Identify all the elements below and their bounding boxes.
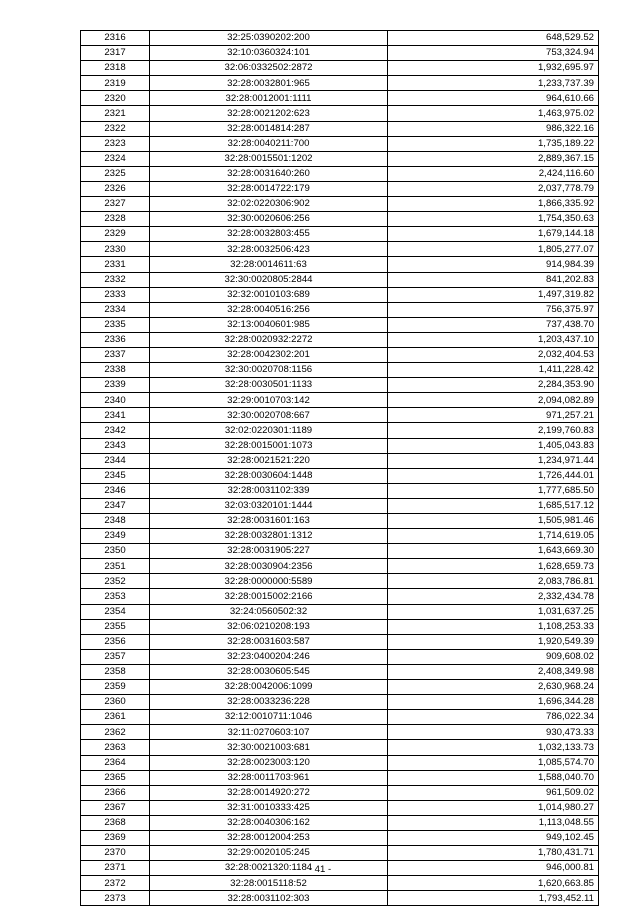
- amount-cell: 2,083,786.81: [388, 574, 599, 589]
- table-row: [81, 408, 599, 423]
- table-row: [81, 589, 599, 604]
- row-number-cell: 2363: [81, 740, 150, 755]
- cadastral-number-cell: 32:28:0033236:228: [150, 695, 388, 710]
- cadastral-number-cell: 32:28:0040306:162: [150, 815, 388, 830]
- amount-cell: 2,630,968.24: [388, 680, 599, 695]
- amount-cell: 964,610.66: [388, 91, 599, 106]
- amount-cell: 949,102.45: [388, 830, 599, 845]
- row-number-cell: 2343: [81, 438, 150, 453]
- amount-cell: 1,085,574.70: [388, 755, 599, 770]
- cadastral-number-cell: 32:28:0031102:303: [150, 891, 388, 906]
- row-number-cell: 2341: [81, 408, 150, 423]
- table-row: [81, 347, 599, 362]
- cadastral-number-cell: 32:28:0014814:287: [150, 121, 388, 136]
- cadastral-number-cell: 32:06:0332502:2872: [150, 61, 388, 76]
- table-row: [81, 91, 599, 106]
- cadastral-number-cell: 32:02:0220301:1189: [150, 423, 388, 438]
- row-number-cell: 2368: [81, 815, 150, 830]
- table-row: [81, 166, 599, 181]
- cadastral-number-cell: 32:30:0020708:1156: [150, 363, 388, 378]
- cadastral-number-cell: 32:28:0030604:1448: [150, 468, 388, 483]
- cadastral-number-cell: 32:28:0030605:545: [150, 664, 388, 679]
- cadastral-number-cell: 32:30:0020805:2844: [150, 272, 388, 287]
- row-number-cell: 2320: [81, 91, 150, 106]
- amount-cell: 1,505,981.46: [388, 514, 599, 529]
- row-number-cell: 2367: [81, 800, 150, 815]
- parcel-table-body: [81, 31, 599, 906]
- row-number-cell: 2371: [81, 861, 150, 876]
- amount-cell: 930,473.33: [388, 725, 599, 740]
- amount-cell: 961,509.02: [388, 785, 599, 800]
- cadastral-number-cell: 32:28:0015501:1202: [150, 151, 388, 166]
- row-number-cell: 2373: [81, 891, 150, 906]
- cadastral-number-cell: 32:28:0031102:339: [150, 483, 388, 498]
- cadastral-number-cell: 32:28:0031640:260: [150, 166, 388, 181]
- amount-cell: 986,322.16: [388, 121, 599, 136]
- row-number-cell: 2324: [81, 151, 150, 166]
- cadastral-number-cell: 32:28:0012004:253: [150, 830, 388, 845]
- amount-cell: 1,679,144.18: [388, 227, 599, 242]
- row-number-cell: 2350: [81, 544, 150, 559]
- cadastral-number-cell: 32:12:0010711:1046: [150, 710, 388, 725]
- amount-cell: 1,233,737.39: [388, 76, 599, 91]
- amount-cell: 2,032,404.53: [388, 347, 599, 362]
- cadastral-number-cell: 32:10:0360324:101: [150, 46, 388, 61]
- table-row: [81, 363, 599, 378]
- cadastral-number-cell: 32:28:0011703:961: [150, 770, 388, 785]
- row-number-cell: 2347: [81, 498, 150, 513]
- amount-cell: 1,754,350.63: [388, 212, 599, 227]
- cadastral-number-cell: 32:28:0014920:272: [150, 785, 388, 800]
- row-number-cell: 2353: [81, 589, 150, 604]
- amount-cell: 2,284,353.90: [388, 378, 599, 393]
- table-row: [81, 212, 599, 227]
- amount-cell: 737,438.70: [388, 317, 599, 332]
- table-row: [81, 770, 599, 785]
- cadastral-number-cell: 32:28:0030501:1133: [150, 378, 388, 393]
- amount-cell: 1,726,444.01: [388, 468, 599, 483]
- row-number-cell: 2321: [81, 106, 150, 121]
- amount-cell: 2,408,349.98: [388, 664, 599, 679]
- amount-cell: 1,793,452.11: [388, 891, 599, 906]
- table-row: [81, 136, 599, 151]
- cadastral-number-cell: 32:28:0032506:423: [150, 242, 388, 257]
- table-row: [81, 287, 599, 302]
- table-row: [81, 31, 599, 46]
- table-row: [81, 755, 599, 770]
- table-row: [81, 891, 599, 906]
- row-number-cell: 2331: [81, 257, 150, 272]
- table-row: [81, 197, 599, 212]
- table-row: [81, 649, 599, 664]
- table-row: [81, 574, 599, 589]
- table-row: [81, 710, 599, 725]
- amount-cell: 1,866,335.92: [388, 197, 599, 212]
- amount-cell: 1,203,437.10: [388, 332, 599, 347]
- amount-cell: 1,411,228.42: [388, 363, 599, 378]
- amount-cell: 909,608.02: [388, 649, 599, 664]
- table-row: [81, 242, 599, 257]
- amount-cell: 2,332,434.78: [388, 589, 599, 604]
- cadastral-number-cell: 32:28:0021320:1184: [150, 861, 388, 876]
- cadastral-number-cell: 32:28:0012001:1111: [150, 91, 388, 106]
- amount-cell: 1,932,695.97: [388, 61, 599, 76]
- cadastral-number-cell: 32:30:0020708:667: [150, 408, 388, 423]
- row-number-cell: 2333: [81, 287, 150, 302]
- row-number-cell: 2358: [81, 664, 150, 679]
- cadastral-number-cell: 32:28:0014611:63: [150, 257, 388, 272]
- cadastral-number-cell: 32:28:0040516:256: [150, 302, 388, 317]
- row-number-cell: 2370: [81, 846, 150, 861]
- cadastral-number-cell: 32:28:0015118:52: [150, 876, 388, 891]
- amount-cell: 1,234,971.44: [388, 453, 599, 468]
- amount-cell: 1,696,344.28: [388, 695, 599, 710]
- row-number-cell: 2339: [81, 378, 150, 393]
- amount-cell: 1,031,637.25: [388, 604, 599, 619]
- table-row: [81, 121, 599, 136]
- row-number-cell: 2327: [81, 197, 150, 212]
- amount-cell: 756,375.97: [388, 302, 599, 317]
- cadastral-number-cell: 32:28:0020932:2272: [150, 332, 388, 347]
- table-row: [81, 680, 599, 695]
- table-row: [81, 61, 599, 76]
- row-number-cell: 2319: [81, 76, 150, 91]
- row-number-cell: 2344: [81, 453, 150, 468]
- row-number-cell: 2342: [81, 423, 150, 438]
- row-number-cell: 2332: [81, 272, 150, 287]
- table-row: [81, 468, 599, 483]
- amount-cell: 1,463,975.02: [388, 106, 599, 121]
- row-number-cell: 2356: [81, 634, 150, 649]
- amount-cell: 2,199,760.83: [388, 423, 599, 438]
- amount-cell: 1,620,663.85: [388, 876, 599, 891]
- row-number-cell: 2355: [81, 619, 150, 634]
- row-number-cell: 2337: [81, 347, 150, 362]
- table-row: [81, 227, 599, 242]
- amount-cell: 753,324.94: [388, 46, 599, 61]
- table-row: [81, 815, 599, 830]
- cadastral-number-cell: 32:28:0015001:1073: [150, 438, 388, 453]
- row-number-cell: 2316: [81, 31, 150, 46]
- cadastral-number-cell: 32:28:0021202:623: [150, 106, 388, 121]
- cadastral-number-cell: 32:28:0030904:2356: [150, 559, 388, 574]
- table-row: [81, 830, 599, 845]
- amount-cell: 648,529.52: [388, 31, 599, 46]
- amount-cell: 1,685,517.12: [388, 498, 599, 513]
- table-row: [81, 257, 599, 272]
- table-row: [81, 181, 599, 196]
- table-row: [81, 46, 599, 61]
- table-row: [81, 393, 599, 408]
- cadastral-number-cell: 32:28:0014722:179: [150, 181, 388, 196]
- row-number-cell: 2338: [81, 363, 150, 378]
- amount-cell: 1,735,189.22: [388, 136, 599, 151]
- parcel-table: [80, 30, 599, 906]
- table-row: [81, 725, 599, 740]
- row-number-cell: 2359: [81, 680, 150, 695]
- amount-cell: 1,777,685.50: [388, 483, 599, 498]
- table-row: [81, 76, 599, 91]
- amount-cell: 1,628,659.73: [388, 559, 599, 574]
- cadastral-number-cell: 32:28:0015002:2166: [150, 589, 388, 604]
- row-number-cell: 2354: [81, 604, 150, 619]
- row-number-cell: 2329: [81, 227, 150, 242]
- cadastral-number-cell: 32:28:0032801:965: [150, 76, 388, 91]
- row-number-cell: 2351: [81, 559, 150, 574]
- cadastral-number-cell: 32:28:0000000:5589: [150, 574, 388, 589]
- cadastral-number-cell: 32:11:0270603:107: [150, 725, 388, 740]
- table-row: [81, 378, 599, 393]
- row-number-cell: 2334: [81, 302, 150, 317]
- amount-cell: 946,000.81: [388, 861, 599, 876]
- table-row: [81, 332, 599, 347]
- amount-cell: 1,714,619.05: [388, 529, 599, 544]
- amount-cell: 1,497,319.82: [388, 287, 599, 302]
- cadastral-number-cell: 32:29:0010703:142: [150, 393, 388, 408]
- cadastral-number-cell: 32:28:0031603:587: [150, 634, 388, 649]
- cadastral-number-cell: 32:28:0032803:455: [150, 227, 388, 242]
- table-row: [81, 106, 599, 121]
- amount-cell: 1,588,040.70: [388, 770, 599, 785]
- amount-cell: 1,108,253.33: [388, 619, 599, 634]
- cadastral-number-cell: 32:28:0042302:201: [150, 347, 388, 362]
- row-number-cell: 2323: [81, 136, 150, 151]
- table-row: [81, 846, 599, 861]
- cadastral-number-cell: 32:23:0400204:246: [150, 649, 388, 664]
- table-row: [81, 876, 599, 891]
- amount-cell: 1,113,048.55: [388, 815, 599, 830]
- row-number-cell: 2330: [81, 242, 150, 257]
- row-number-cell: 2348: [81, 514, 150, 529]
- cadastral-number-cell: 32:29:0020105:245: [150, 846, 388, 861]
- table-row: [81, 423, 599, 438]
- amount-cell: 2,094,082.89: [388, 393, 599, 408]
- cadastral-number-cell: 32:24:0560502:32: [150, 604, 388, 619]
- table-row: [81, 272, 599, 287]
- row-number-cell: 2366: [81, 785, 150, 800]
- cadastral-number-cell: 32:28:0042006:1099: [150, 680, 388, 695]
- amount-cell: 786,022.34: [388, 710, 599, 725]
- amount-cell: 2,889,367.15: [388, 151, 599, 166]
- cadastral-number-cell: 32:28:0031601:163: [150, 514, 388, 529]
- row-number-cell: 2345: [81, 468, 150, 483]
- table-row: [81, 514, 599, 529]
- table-row: [81, 619, 599, 634]
- amount-cell: 2,037,778.79: [388, 181, 599, 196]
- row-number-cell: 2364: [81, 755, 150, 770]
- table-row: [81, 302, 599, 317]
- row-number-cell: 2317: [81, 46, 150, 61]
- cadastral-number-cell: 32:28:0040211:700: [150, 136, 388, 151]
- row-number-cell: 2328: [81, 212, 150, 227]
- row-number-cell: 2372: [81, 876, 150, 891]
- table-row: [81, 151, 599, 166]
- row-number-cell: 2336: [81, 332, 150, 347]
- cadastral-number-cell: 32:03:0320101:1444: [150, 498, 388, 513]
- table-row: [81, 634, 599, 649]
- row-number-cell: 2326: [81, 181, 150, 196]
- row-number-cell: 2325: [81, 166, 150, 181]
- amount-cell: 971,257.21: [388, 408, 599, 423]
- row-number-cell: 2349: [81, 529, 150, 544]
- table-row: [81, 317, 599, 332]
- page-number: - 41 -: [308, 864, 332, 875]
- cadastral-number-cell: 32:13:0040601:985: [150, 317, 388, 332]
- table-row: [81, 438, 599, 453]
- cadastral-number-cell: 32:25:0390202:200: [150, 31, 388, 46]
- row-number-cell: 2362: [81, 725, 150, 740]
- table-row: [81, 483, 599, 498]
- cadastral-number-cell: 32:31:0010333:425: [150, 800, 388, 815]
- table-row: [81, 604, 599, 619]
- row-number-cell: 2352: [81, 574, 150, 589]
- row-number-cell: 2318: [81, 61, 150, 76]
- amount-cell: 841,202.83: [388, 272, 599, 287]
- row-number-cell: 2322: [81, 121, 150, 136]
- amount-cell: 2,424,116.60: [388, 166, 599, 181]
- table-row: [81, 740, 599, 755]
- row-number-cell: 2346: [81, 483, 150, 498]
- cadastral-number-cell: 32:28:0031905:227: [150, 544, 388, 559]
- cadastral-number-cell: 32:32:0010103:689: [150, 287, 388, 302]
- amount-cell: 1,032,133.73: [388, 740, 599, 755]
- cadastral-number-cell: 32:28:0032801:1312: [150, 529, 388, 544]
- amount-cell: 1,014,980.27: [388, 800, 599, 815]
- table-row: [81, 529, 599, 544]
- amount-cell: 1,643,669.30: [388, 544, 599, 559]
- row-number-cell: 2365: [81, 770, 150, 785]
- cadastral-number-cell: 32:02:0220306:902: [150, 197, 388, 212]
- amount-cell: 1,780,431.71: [388, 846, 599, 861]
- table-row: [81, 785, 599, 800]
- table-row: [81, 498, 599, 513]
- table-row: [81, 800, 599, 815]
- row-number-cell: 2361: [81, 710, 150, 725]
- table-row: [81, 544, 599, 559]
- cadastral-number-cell: 32:30:0020606:256: [150, 212, 388, 227]
- amount-cell: 1,405,043.83: [388, 438, 599, 453]
- cadastral-number-cell: 32:06:0210208:193: [150, 619, 388, 634]
- table-row: [81, 559, 599, 574]
- row-number-cell: 2357: [81, 649, 150, 664]
- amount-cell: 914,984.39: [388, 257, 599, 272]
- table-row: [81, 453, 599, 468]
- table-row: [81, 664, 599, 679]
- cadastral-number-cell: 32:28:0021521:220: [150, 453, 388, 468]
- row-number-cell: 2369: [81, 830, 150, 845]
- amount-cell: 1,920,549.39: [388, 634, 599, 649]
- table-row: [81, 695, 599, 710]
- row-number-cell: 2340: [81, 393, 150, 408]
- row-number-cell: 2360: [81, 695, 150, 710]
- row-number-cell: 2335: [81, 317, 150, 332]
- amount-cell: 1,805,277.07: [388, 242, 599, 257]
- cadastral-number-cell: 32:30:0021003:681: [150, 740, 388, 755]
- cadastral-number-cell: 32:28:0023003:120: [150, 755, 388, 770]
